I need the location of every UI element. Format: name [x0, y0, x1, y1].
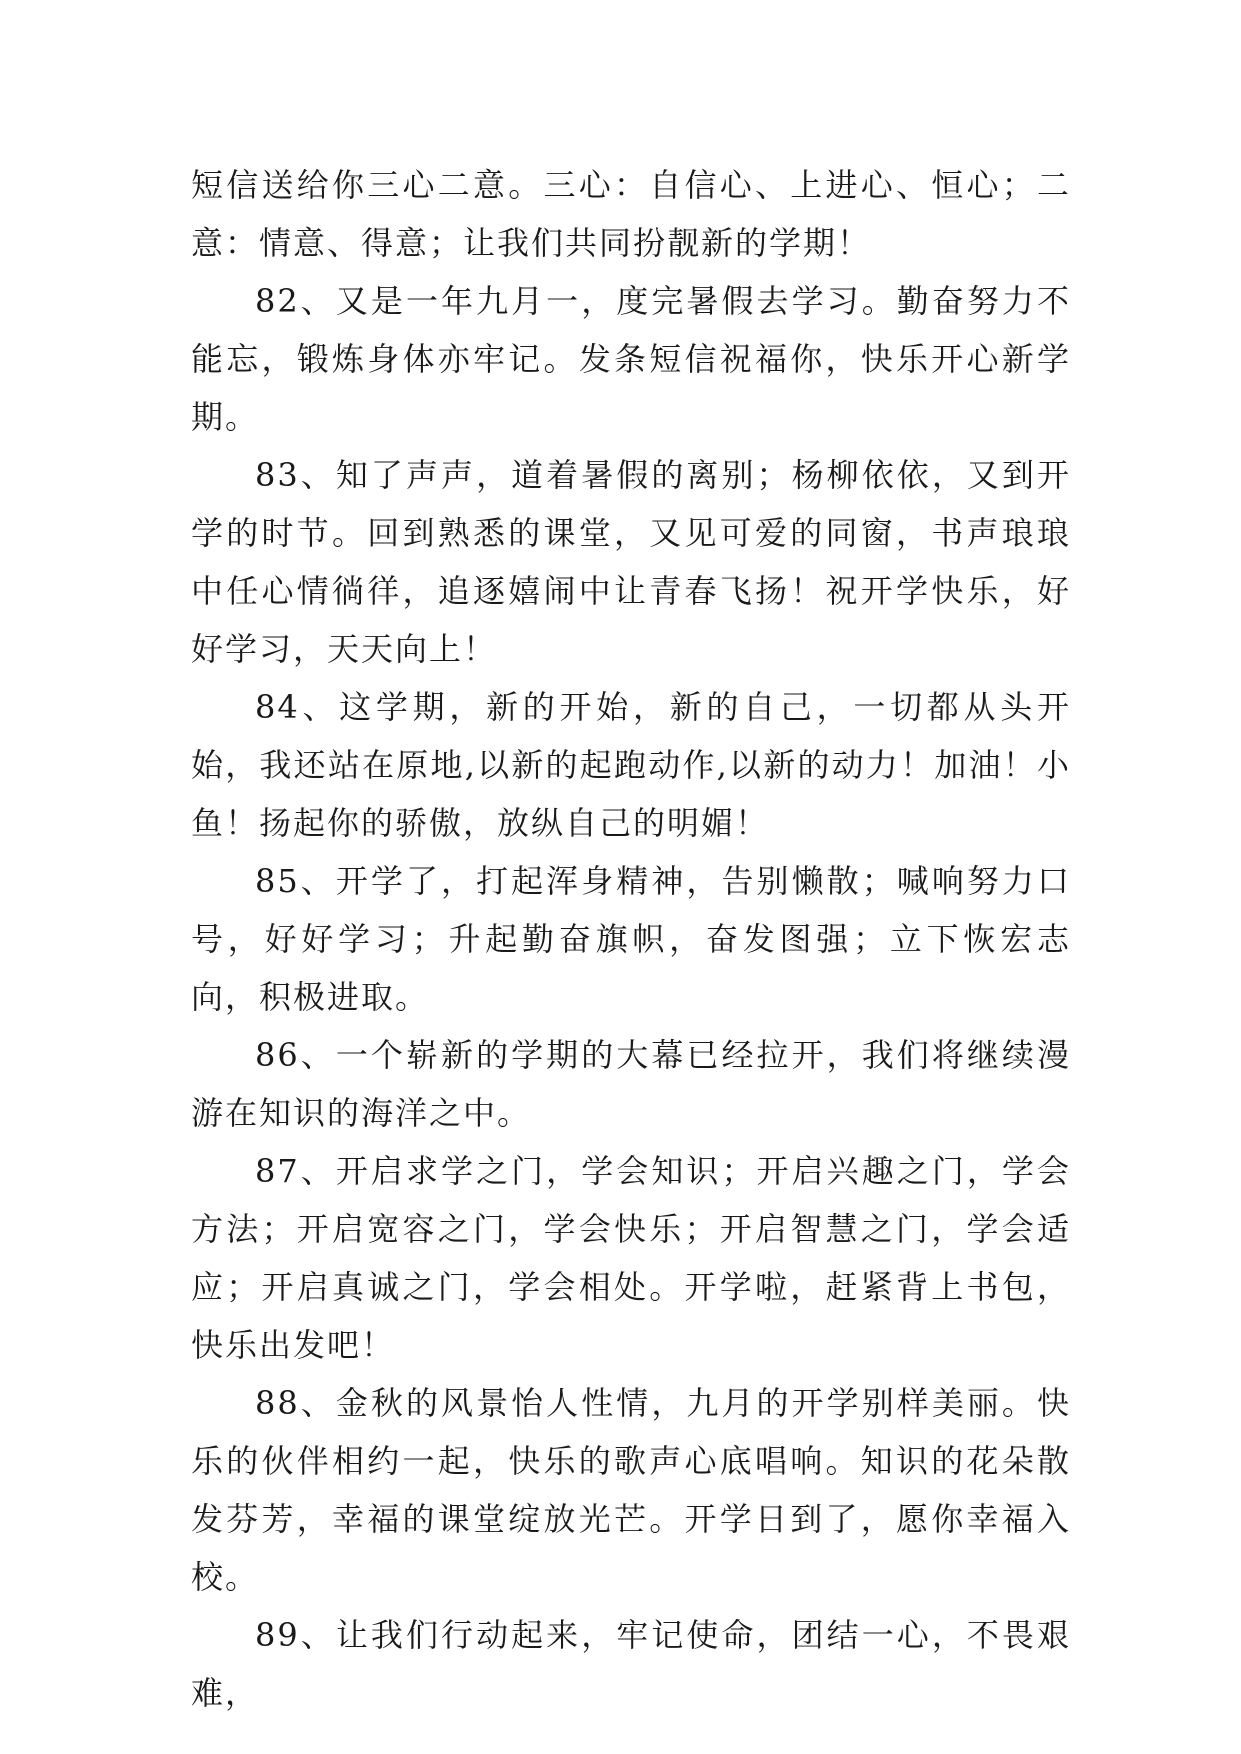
paragraph-85: 85、开学了，打起浑身精神，告别懒散；喊响努力口号，好好学习；升起勤奋旗帜，奋发图强；立下恢宏志向，积极进取。: [191, 862, 1071, 1016]
paragraph-84: 84、这学期，新的开始，新的自己，一切都从头开始，我还站在原地,以新的起跑动作,以新的动力！加油！小鱼！扬起你的骄傲，放纵自己的明媚！: [191, 688, 1071, 842]
document-body: [191, 156, 1071, 1722]
paragraph-86: 86、一个崭新的学期的大幕已经拉开，我们将继续漫游在知识的海洋之中。: [191, 1036, 1071, 1132]
paragraph-82: 82、又是一年九月一，度完暑假去学习。勤奋努力不能忘，锻炼身体亦牢记。发条短信祝福你，快乐开心新学期。: [191, 282, 1071, 436]
paragraph-83: 83、知了声声，道着暑假的离别；杨柳依依，又到开学的时节。回到熟悉的课堂，又见可爱的同窗，书声琅琅中任心情徜徉，追逐嬉闹中让青春飞扬！祝开学快乐，好好学习，天天向上！: [191, 456, 1071, 668]
paragraph-continued: 短信送给你三心二意。三心：自信心、上进心、恒心；二意：情意、得意；让我们共同扮靓新的学期！: [191, 166, 1071, 262]
paragraph-88: 88、金秋的风景怡人性情，九月的开学别样美丽。快乐的伙伴相约一起，快乐的歌声心底唱响。知识的花朵散发芬芳，幸福的课堂绽放光芒。开学日到了，愿你幸福入校。: [191, 1384, 1071, 1596]
paragraph-89: 89、让我们行动起来，牢记使命，团结一心，不畏艰难，: [191, 1616, 1071, 1712]
paragraph-87: 87、开启求学之门，学会知识；开启兴趣之门，学会方法；开启宽容之门，学会快乐；开启智慧之门，学会适应；开启真诚之门，学会相处。开学啦，赶紧背上书包，快乐出发吧！: [191, 1152, 1071, 1364]
